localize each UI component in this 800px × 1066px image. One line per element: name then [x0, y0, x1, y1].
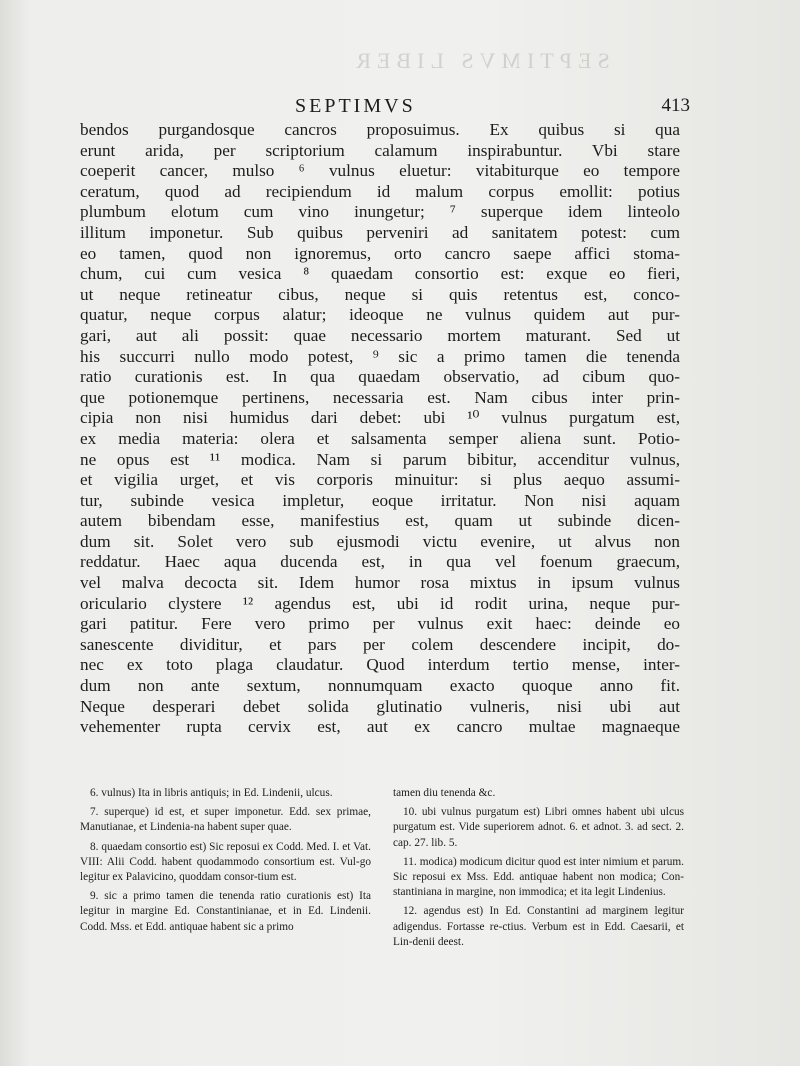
footnote-6: 6. vulnus) Ita in libris antiquis; in Ed. Lindenii, ulcus. — [90, 787, 333, 799]
text-line: coeperit cancer, mulso ⁶ vulnus eluetur: vitabiturque eo tempore — [80, 161, 680, 181]
text-line: et vigilia urget, et vis corporis minuitur: si plus aequo assumi- — [80, 470, 680, 490]
text-line: oriculario clystere ¹² agendus est, ubi id rodit urina, neque pur- — [80, 593, 680, 613]
footnotes — [80, 786, 684, 954]
text-line: vel malva decocta sit. Idem humor rosa mixtus in ipsum vulnus — [80, 573, 680, 593]
text-line: dum non ante sextum, nonnumquam exacto quoque anno fit. — [80, 676, 680, 696]
footnotes-left-column — [80, 786, 371, 954]
text-line: que potionemque pertinens, necessaria est. Nam cibus inter prin- — [80, 387, 680, 407]
text-line: nec ex toto plaga claudatur. Quod interdum tertio mense, inter- — [80, 655, 680, 675]
text-line: gari, aut ali possit: quae necessario mortem maturant. Sed ut — [80, 325, 680, 345]
page-header — [80, 95, 690, 119]
text-line: sanescente dividitur, et pars per colem descendere incipit, do- — [80, 634, 680, 654]
text-line: erunt arida, per scriptorium calamum inspirabuntur. Vbi stare — [80, 140, 680, 160]
text-line: ne opus est ¹¹ modica. Nam si parum bibitur, accenditur vulnus, — [80, 449, 680, 469]
running-head: SEPTIMVS — [295, 95, 416, 117]
text-line: his succurri nullo modo potest, ⁹ sic a primo tamen die tenenda — [80, 346, 680, 366]
footnote-7: 7. superque) id est, et super imponetur. Edd. sex primae, Manutianae, et Lindenia-na habent super quae. — [80, 806, 371, 834]
text-line: chum, cui cum vesica ⁸ quaedam consortio est: exque eo fieri, — [80, 264, 680, 284]
footnote-11: 11. modica) modicum dicitur quod est inter nimium et parum. Sic reposui ex Mss. Edd. antiquae habent non modica; Con-stantiniana in margine, non immodica; et ita legit Lindenius. — [393, 855, 684, 899]
text-line: cipia non nisi humidus dari debet: ubi ¹⁰ vulnus purgatum est, — [80, 408, 680, 428]
text-line: bendos purgandosque cancros proposuimus. Ex quibus si qua — [80, 120, 680, 139]
text-line: plumbum elotum cum vino inungetur; ⁷ superque idem linteolo — [80, 202, 680, 222]
text-line: illitum imponetur. Sub quibus perveniri ad sanitatem potest: cum — [80, 222, 680, 242]
text-line: Neque desperari debet solida glutinatio vulneris, nisi ubi aut — [80, 696, 680, 716]
text-line: ex media materia: olera et salsamenta semper aliena sunt. Potio- — [80, 428, 680, 448]
text-line: quatur, neque corpus alatur; ideoque ne vulnus quidem aut pur- — [80, 305, 680, 325]
page-number: 413 — [661, 95, 690, 116]
footnote-8: 8. quaedam consortio est) Sic reposui ex Codd. Med. I. et Vat. VIII: Alii Codd. habent quodammodo consortium est. Vul-go legitur ex Palavicino, quoddam consor-tium est. — [80, 840, 371, 884]
text-line: ceratum, quod ad recipiendum id malum corpus emollit: potius — [80, 181, 680, 201]
footnote-9: 9. sic a primo tamen die tenenda ratio curationis est) Ita legitur in margine Ed. Constantinianae, et in Ed. Lindenii. Codd. Mss. et Edd. antiquae habent sic a primo — [80, 890, 371, 933]
text-line: tur, subinde vesica impletur, eoque irritatur. Non nisi aquam — [80, 490, 680, 510]
text-line: vehementer rupta cervix est, aut ex cancro multae magnaeque — [80, 717, 680, 737]
text-line: dum sit. Solet vero sub ejusmodi victu evenire, ut alvus non — [80, 531, 680, 551]
text-line: gari patitur. Fere vero primo per vulnus exit haec: deinde eo — [80, 614, 680, 634]
text-line: eo tamen, quod non ignoremus, orto cancro saepe affici stoma- — [80, 243, 680, 263]
footnotes-right-column — [393, 786, 684, 954]
footnote-10: 10. ubi vulnus purgatum est) Libri omnes habent ubi ulcus purgatum est. Vide superiorem adnot. 6. et adnot. 3. ad sect. 2. cap. 27. lib. 5. — [393, 806, 684, 849]
bleed-through-text: SEPTIMVS LIBER — [350, 48, 610, 73]
text-line: reddatur. Haec aqua ducenda est, in qua vel foenum graecum, — [80, 552, 680, 572]
text-line: ratio curationis est. In qua quaedam observatio, ad cibum quo- — [80, 367, 680, 387]
footnote-12: 12. agendus est) In Ed. Constantini ad marginem legitur adigendus. Fortasse re-ctius. Verbum est in Edd. Caesarii, et Lin-denii deest. — [393, 905, 684, 948]
text-line: autem bibendam esse, manifestius est, quam ut subinde dicen- — [80, 511, 680, 531]
text-line: ut neque retineatur cibus, neque si quis retentus est, conco- — [80, 284, 680, 304]
main-text — [80, 120, 680, 738]
footnote-9-continued: tamen diu tenenda &c. — [393, 787, 496, 799]
